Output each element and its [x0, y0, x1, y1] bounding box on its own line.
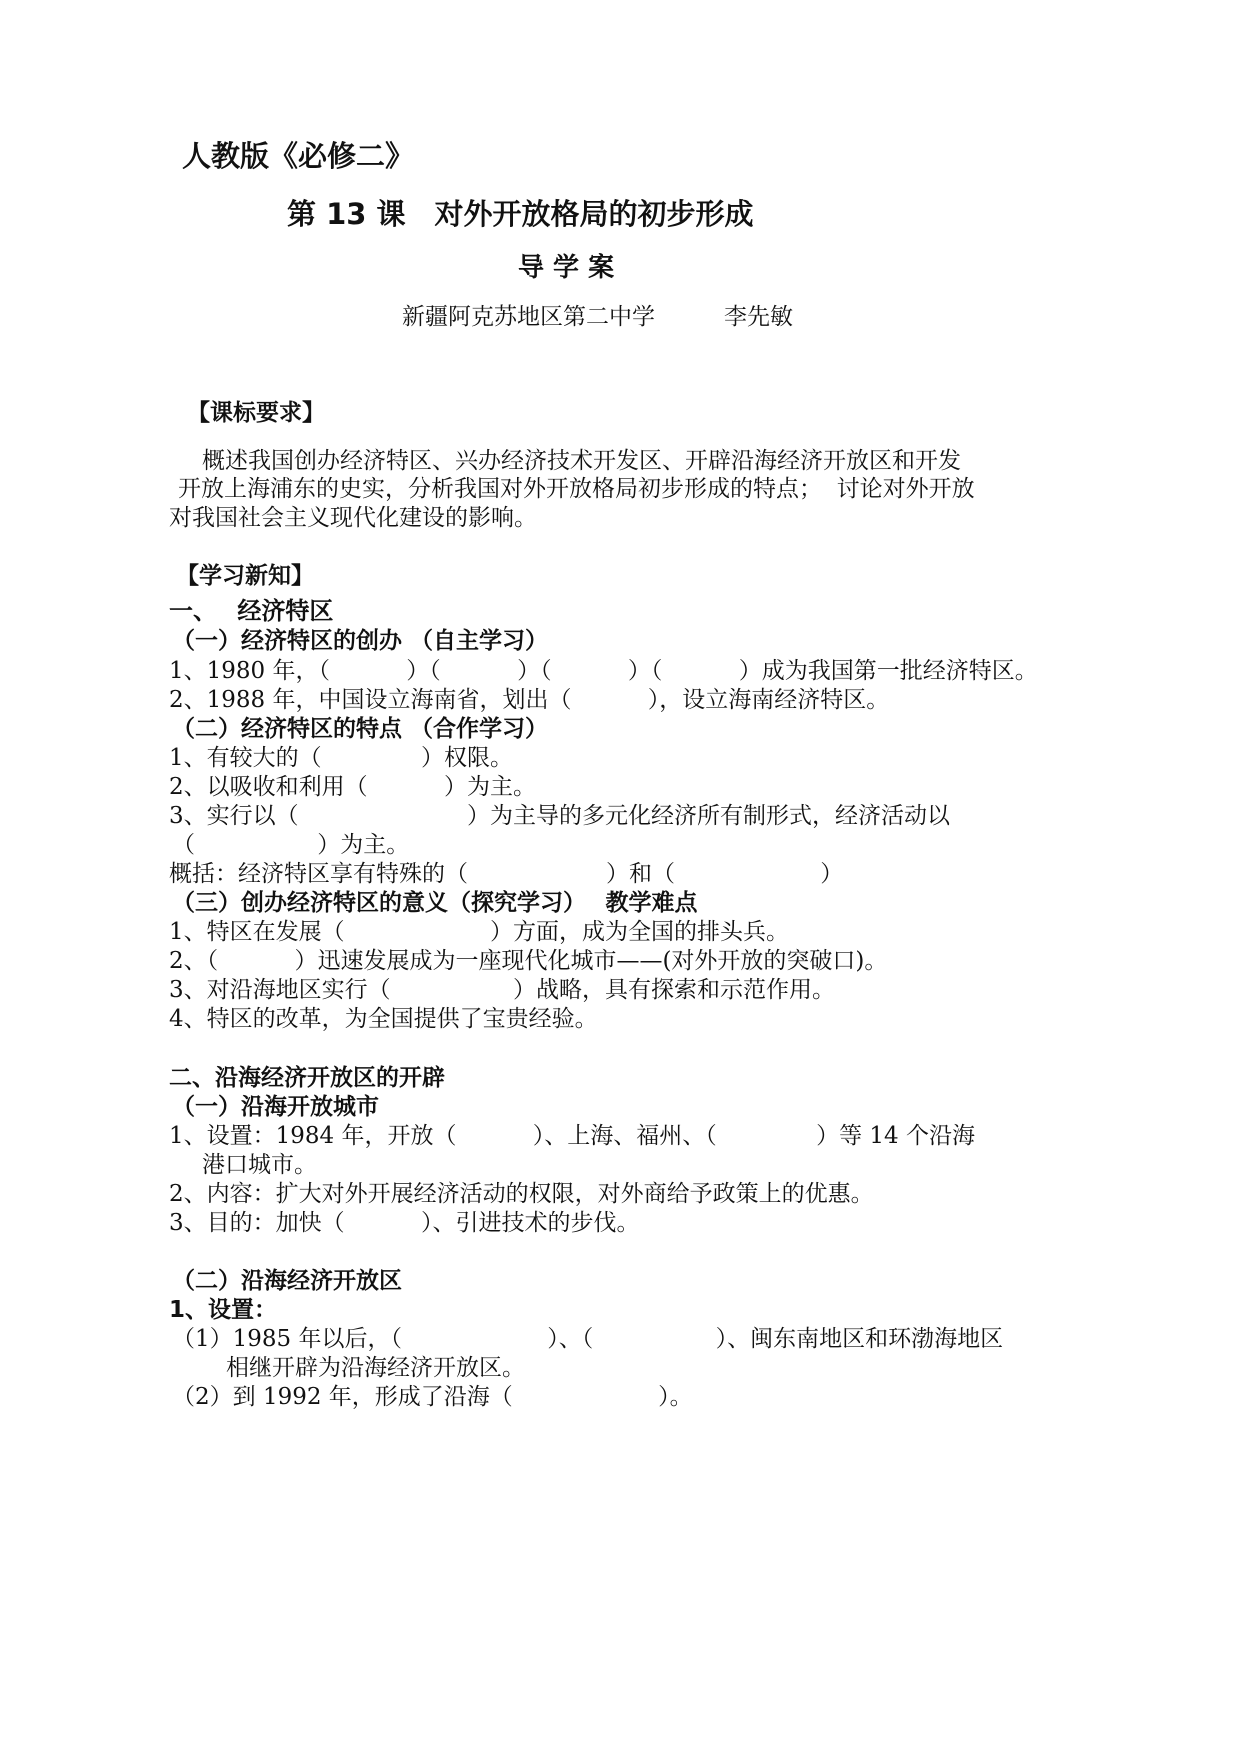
part2-setup-1: （1）1985 年以后，（ ）、（ ）、闽东南地区和环渤海地区	[172, 1326, 1004, 1352]
part1-summary: 概括：经济特区享有特殊的（ ）和（ ）	[169, 861, 844, 887]
part1-item-1: 1、1980 年，（ ）（ ）（ ）（ ）成为我国第一批经济特区。	[169, 658, 1038, 684]
part1-subheading-2: （二）经济特区的特点 （合作学习）	[172, 716, 549, 742]
part2-item-1-cont: 港口城市。	[202, 1152, 317, 1178]
part2-item-2: 2、内容：扩大对外开展经济活动的权限，对外商给予政策上的优惠。	[169, 1181, 874, 1207]
part1-feature-3-cont: （ ）为主。	[172, 832, 410, 858]
part2-subheading-1: （一）沿海开放城市	[172, 1094, 379, 1120]
part1-significance-4: 4、特区的改革，为全国提供了宝贵经验。	[169, 1006, 598, 1032]
part2-setup-heading: 1、设置：	[169, 1297, 278, 1323]
curriculum-line-1: 概述我国创办经济特区、兴办经济技术开发区、开辟沿海经济开放区和开发	[202, 448, 961, 474]
part1-subheading-1: （一）经济特区的创办 （自主学习）	[172, 628, 549, 654]
part1-feature-2: 2、以吸收和利用（ ）为主。	[169, 774, 536, 800]
curriculum-line-2: 开放上海浦东的史实，分析我国对外开放格局初步形成的特点； 讨论对外开放	[178, 476, 975, 502]
lesson-title: 第 13 课 对外开放格局的初步形成	[287, 197, 754, 231]
part1-subheading-3: （三）创办经济特区的意义（探究学习） 教学难点	[172, 890, 698, 916]
part2-title: 二、沿海经济开放区的开辟	[169, 1065, 445, 1091]
part2-setup-2: （2）到 1992 年，形成了沿海（ ）。	[172, 1384, 693, 1410]
part1-item-2: 2、1988 年，中国设立海南省，划出（ ），设立海南经济特区。	[169, 687, 890, 713]
author-line: 新疆阿克苏地区第二中学 李先敏	[402, 304, 793, 330]
part1-feature-1: 1、有较大的（ ）权限。	[169, 745, 513, 771]
edition-title: 人教版《必修二》	[182, 139, 415, 173]
part1-feature-3: 3、实行以（ ）为主导的多元化经济所有制形式，经济活动以	[169, 803, 950, 829]
part2-item-3: 3、目的：加快（ ）、引进技术的步伐。	[169, 1210, 640, 1236]
study-heading: 【学习新知】	[176, 563, 314, 589]
part1-significance-3: 3、对沿海地区实行（ ）战略，具有探索和示范作用。	[169, 977, 835, 1003]
part1-significance-2: 2、（ ）迅速发展成为一座现代化城市——(对外开放的突破口)。	[169, 948, 888, 974]
curriculum-heading: 【课标要求】	[187, 400, 325, 426]
part1-significance-1: 1、特区在发展（ ）方面，成为全国的排头兵。	[169, 919, 789, 945]
part2-item-1: 1、设置：1984 年，开放（ ）、上海、福州、（ ）等 14 个沿海	[169, 1123, 975, 1149]
curriculum-line-3: 对我国社会主义现代化建设的影响。	[169, 505, 537, 531]
part2-subheading-2: （二）沿海经济开放区	[172, 1268, 402, 1294]
doc-type-title: 导 学 案	[518, 253, 615, 283]
part2-setup-1-cont: 相继开辟为沿海经济开放区。	[226, 1355, 525, 1381]
part1-title: 一、 经济特区	[169, 597, 334, 625]
